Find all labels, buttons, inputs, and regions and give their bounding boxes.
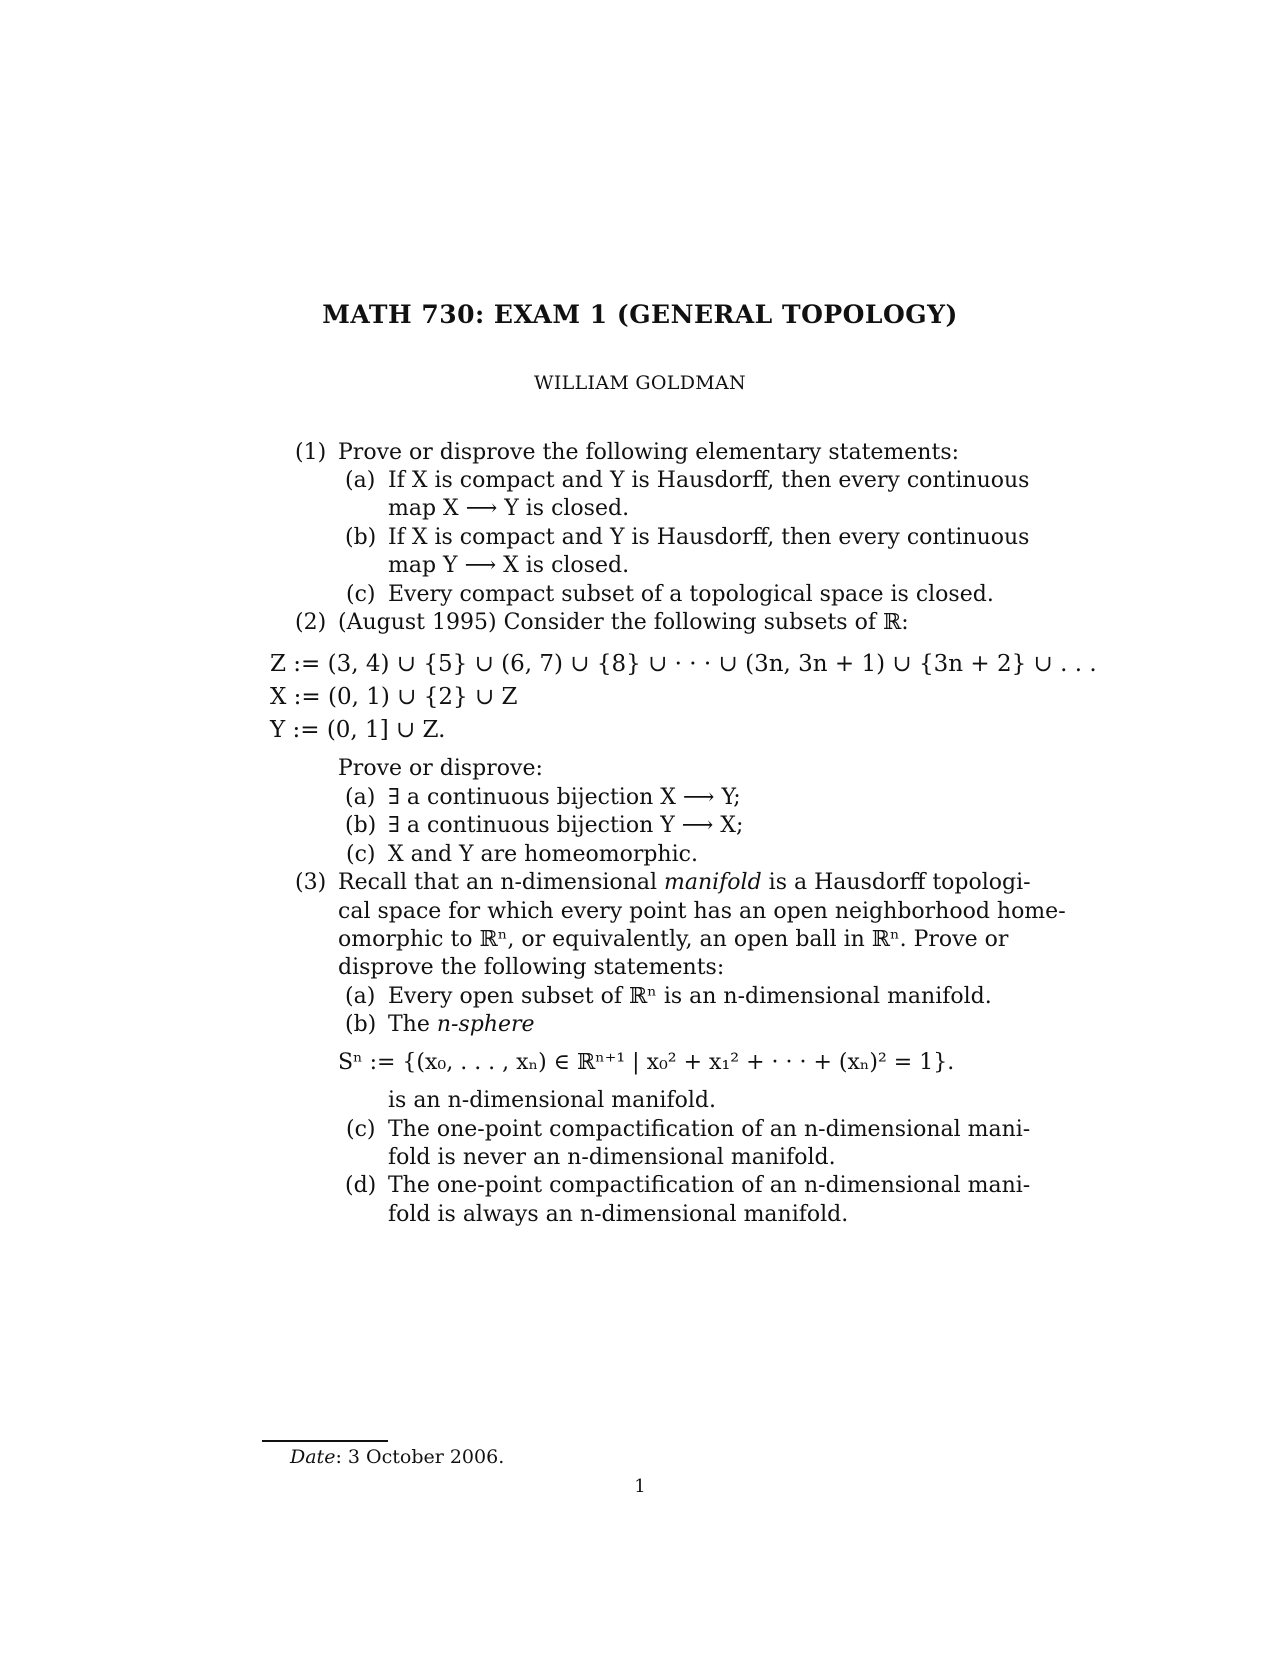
q2-number: (2): [295, 610, 327, 635]
q1a-line2: map X ⟶ Y is closed.: [388, 496, 630, 521]
q1a-label: (a): [345, 468, 376, 493]
q3c-line2: fold is never an n-dimensional manifold.: [388, 1145, 836, 1170]
q1b-line1: If X is compact and Y is Hausdorff, then every continuous: [388, 525, 1030, 550]
date-value: : 3 October 2006.: [335, 1446, 505, 1468]
date-label: Date: [290, 1446, 336, 1468]
n-sphere-term: n-sphere: [436, 1012, 535, 1037]
q3-line3: omorphic to ℝⁿ, or equivalently, an open ball in ℝⁿ. Prove or: [338, 927, 1009, 952]
q1a-line1: If X is compact and Y is Hausdorff, then every continuous: [388, 468, 1030, 493]
q1b-label: (b): [345, 525, 377, 550]
footnote-date: [290, 1446, 504, 1468]
q3b-after: is an n-dimensional manifold.: [388, 1088, 716, 1113]
q2a-label: (a): [345, 785, 376, 810]
q3a-label: (a): [345, 984, 376, 1009]
q3-line4: disprove the following statements:: [338, 955, 725, 980]
footnote-rule: [262, 1440, 388, 1442]
q2b-text: ∃ a continuous bijection Y ⟶ X;: [388, 813, 744, 838]
q1c-line1: Every compact subset of a topological space is closed.: [388, 582, 994, 607]
q3b-label: (b): [345, 1012, 377, 1037]
q3d-line2: fold is always an n-dimensional manifold.: [388, 1202, 849, 1227]
q3b-text: The n-sphere: [388, 1012, 535, 1037]
equation-z: Z := (3, 4) ∪ {5} ∪ (6, 7) ∪ {8} ∪ · · · ∪ (3n, 3n + 1) ∪ {3n + 2} ∪ . . .: [270, 651, 1097, 677]
q1-text: Prove or disprove the following elementary statements:: [338, 440, 960, 465]
q1b-line2: map Y ⟶ X is closed.: [388, 553, 630, 578]
q3-line2: cal space for which every point has an open neighborhood home-: [338, 899, 1066, 924]
q1-number: (1): [295, 440, 327, 465]
q2a-text: ∃ a continuous bijection X ⟶ Y;: [388, 785, 741, 810]
q2c-text: X and Y are homeomorphic.: [388, 842, 698, 867]
equation-y: Y := (0, 1] ∪ Z.: [270, 717, 446, 743]
q2-prompt: Prove or disprove:: [338, 756, 543, 781]
q3a-text: Every open subset of ℝⁿ is an n-dimensional manifold.: [388, 984, 992, 1009]
q3d-label: (d): [345, 1173, 377, 1198]
q2-text: (August 1995) Consider the following subsets of ℝ:: [338, 610, 909, 635]
q2c-label: (c): [346, 842, 376, 867]
q3-line1: Recall that an n-dimensional manifold is a Hausdorff topologi-: [338, 870, 1031, 895]
page-title: MATH 730: EXAM 1 (GENERAL TOPOLOGY): [322, 300, 958, 329]
q3c-line1: The one-point compactification of an n-dimensional mani-: [388, 1117, 1031, 1142]
q3d-line1: The one-point compactification of an n-dimensional mani-: [388, 1173, 1031, 1198]
manifold-term: manifold: [663, 870, 762, 895]
author-name: WILLIAM GOLDMAN: [534, 372, 746, 394]
equation-x: X := (0, 1) ∪ {2} ∪ Z: [270, 684, 518, 710]
equation-sphere: Sⁿ := {(x₀, . . . , xₙ) ∈ ℝⁿ⁺¹ | x₀² + x₁² + · · · + (xₙ)² = 1}.: [338, 1050, 955, 1075]
q2b-label: (b): [345, 813, 377, 838]
page-number: 1: [634, 1476, 646, 1497]
q3c-label: (c): [346, 1117, 376, 1142]
q3-number: (3): [295, 870, 327, 895]
q1c-label: (c): [346, 582, 376, 607]
